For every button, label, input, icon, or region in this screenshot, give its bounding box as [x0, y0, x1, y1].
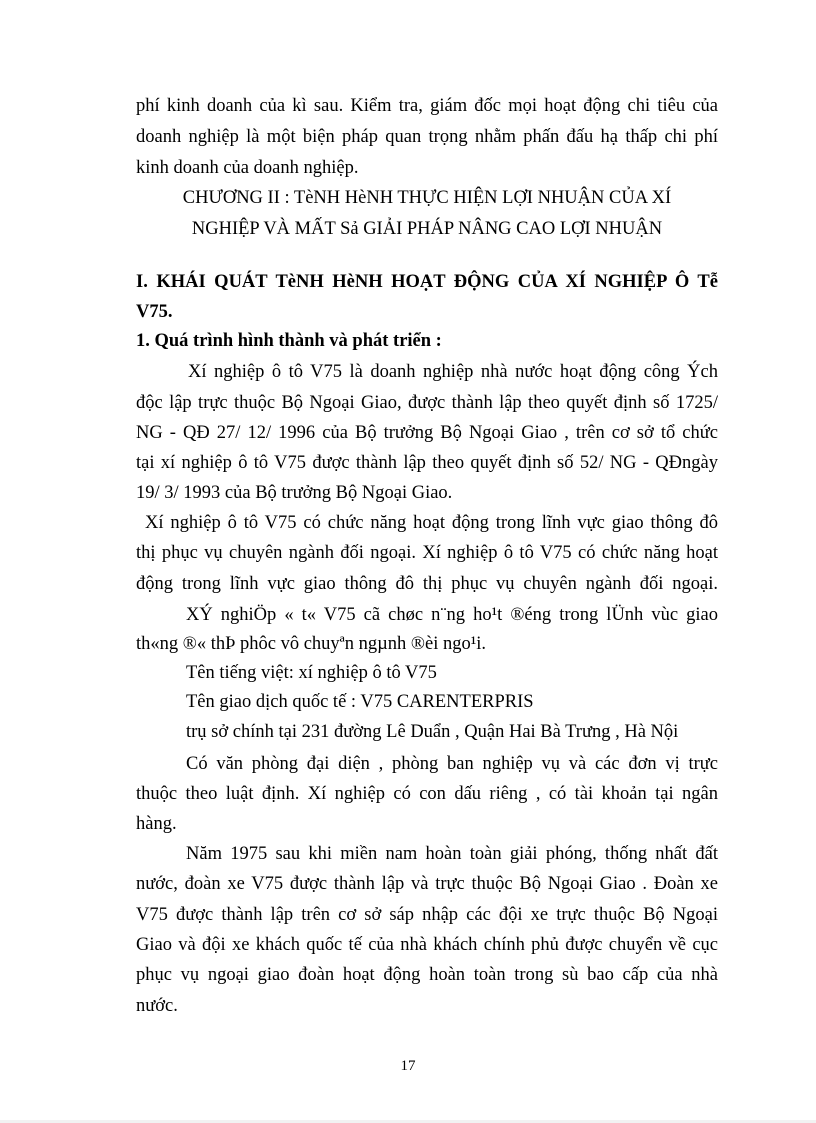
body-text-line: phục vụ ngoại giao đoàn hoạt động hoàn toàn trong sù bao cấp của nhà [136, 965, 718, 985]
headquarters-line: trụ sở chính tại 231 đường Lê Duẩn , Quận Hai Bà Trưng , Hà Nội [186, 722, 679, 742]
body-text-line: Xí nghiệp ô tô V75 là doanh nghiệp nhà nước hoạt động công Ých [188, 362, 718, 382]
body-text-line: 19/ 3/ 1993 của Bộ trưởng Bộ Ngoại Giao. [136, 483, 453, 503]
body-text-line: Xí nghiệp ô tô V75 có chức năng hoạt động trong lĩnh vực giao thông đô [145, 513, 718, 533]
section-heading-line-2: V75. [136, 302, 173, 322]
vietnamese-name-line: Tên tiếng việt: xí nghiệp ô tô V75 [186, 663, 437, 683]
chapter-heading-line-2: NGHIỆP VÀ MẤT Sả GIẢI PHÁP NÂNG CAO LỢI NHUẬN [191, 219, 663, 239]
garbled-text-line: XÝ nghiÖp « t« V75 cã chøc n¨ng ho¹t ®éng trong lÜnh vùc giao [186, 605, 718, 625]
section-heading-line-1: I. KHÁI QUÁT TèNH HèNH HOẠT ĐỘNG CỦA XÍ NGHIỆP Ô Tễ [136, 272, 718, 292]
body-text-line: Có văn phòng đại diện , phòng ban nghiệp vụ và các đơn vị trực [186, 754, 718, 774]
body-text-line: độc lập trực thuộc Bộ Ngoại Giao, được thành lập theo quyết định số 1725/ [136, 393, 718, 413]
body-text-line: NG - QĐ 27/ 12/ 1996 của Bộ trưởng Bộ Ngoại Giao , trên cơ sở tổ chức [136, 423, 718, 443]
body-text-line: nước, đoàn xe V75 được thành lập và trực thuộc Bộ Ngoại Giao . Đoàn xe [136, 874, 718, 894]
body-text-line: kinh doanh của doanh nghiệp. [136, 158, 359, 178]
body-text-line: V75 được thành lập trên cơ sở sáp nhập các đội xe trực thuộc Bộ Ngoại [136, 905, 718, 925]
body-text-line: hàng. [136, 814, 177, 834]
body-text-line: nước. [136, 996, 178, 1016]
trade-name-line: Tên giao dịch quốc tế : V75 CARENTERPRIS [186, 692, 534, 712]
body-text-line: phí kinh doanh của kì sau. Kiểm tra, giám đốc mọi hoạt động chi tiêu của [136, 96, 718, 116]
body-text-line: động trong lĩnh vực giao thông đô thị phục vụ chuyên ngành đối ngoại. [136, 574, 718, 594]
body-text-line: thuộc theo luật định. Xí nghiệp có con dấu riêng , có tài khoản tại ngân [136, 784, 718, 804]
garbled-text-line: th«ng ®« thÞ phôc vô chuyªn ngµnh ®èi ngo¹i. [136, 634, 487, 654]
subsection-heading: 1. Quá trình hình thành và phát triển : [136, 331, 442, 351]
page-number: 17 [400, 1058, 416, 1074]
body-text-line: Năm 1975 sau khi miền nam hoàn toàn giải phóng, thống nhất đất [186, 844, 718, 864]
body-text-line: doanh nghiệp là một biện pháp quan trọng nhằm phấn đấu hạ thấp chi phí [136, 127, 718, 147]
body-text-line: Giao và đội xe khách quốc tế của nhà khách chính phủ được chuyển về cục [136, 935, 718, 955]
body-text-line: thị phục vụ chuyên ngành đối ngoại. Xí nghiệp ô tô V75 có chức năng hoạt [136, 543, 718, 563]
body-text-line: tại xí nghiệp ô tô V75 được thành lập theo quyết định số 52/ NG - QĐngày [136, 453, 718, 473]
chapter-heading-line-1: CHƯƠNG II : TèNH HèNH THỰC HIỆN LỢI NHUẬN CỦA XÍ [182, 188, 672, 208]
